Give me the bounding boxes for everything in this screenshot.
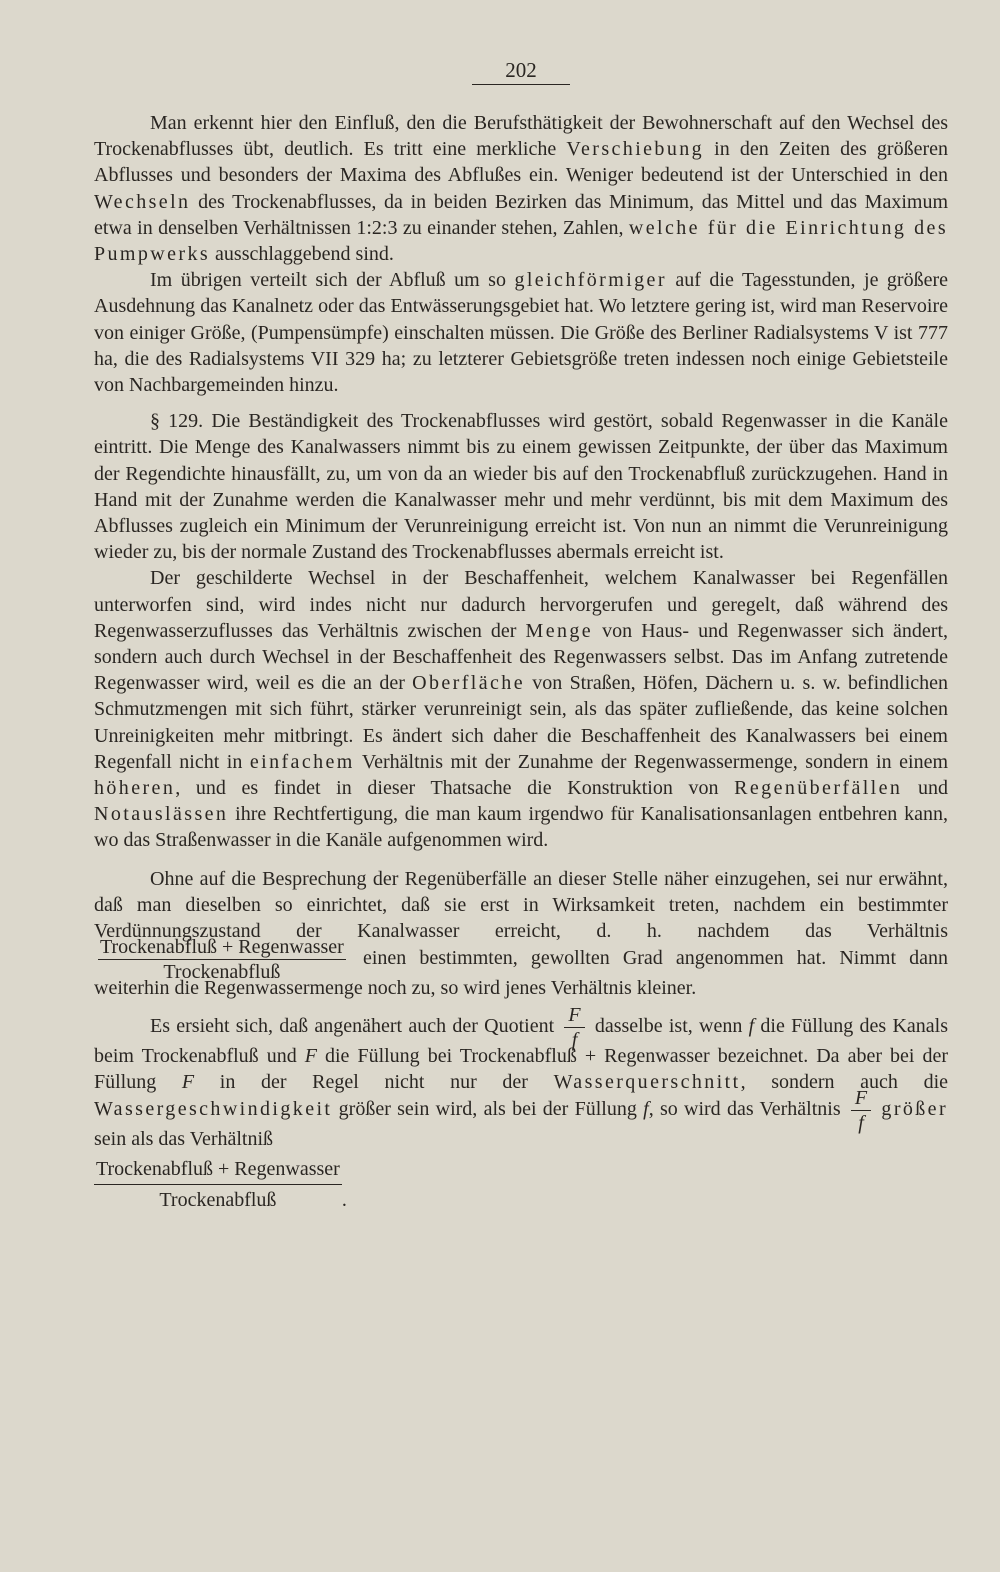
emphasis-span: Wechseln: [94, 190, 191, 213]
math-variable: f: [643, 1098, 649, 1120]
text-span: Man erkennt hier den Einfluß, den die Berufsthätigkeit der Bewohnerschaft auf den Wechsel des Trockenabflusses übt, deutlich. Es tritt eine merkliche: [94, 112, 948, 161]
paragraph-2: [94, 267, 948, 398]
text-span: auf die Tagesstunden, je größere Ausdehnung das Kanalnetz oder das Entwässerungsgebiet hat. Wo letztere gering ist, wird man Reservoire von einiger Größe, (Pumpensümpfe) einschalten müssen. Die Größe des Berliner Radialsystems V ist 777 ha, die des Radialsystems VII 329 ha; zu letzterer Gebietsgröße treten indessen noch einige Gebietsteile von Nachbargemeinden hinzu.: [94, 269, 948, 397]
text-span: ihre Rechtfertigung, die man kaum irgendwo für Kanalisationsanlagen entbehren kann, wo das Straßenwasser in die Kanäle aufgenommen wird.: [94, 803, 948, 852]
text-span: von Straßen, Höfen, Dächern u. s. w. befindlichen Schmutzmengen mit sich führt, stärker verunreinigt sein, als das später zufließende, das keine solchen Unreinigkeiten mehr mitbringt. Es ändert sich daher die Beschaffenheit des Kanalwassers bei einem Regenfall nicht in: [94, 672, 948, 773]
text-span: in den Zeiten des größeren Abflusses und besonders der Maxima des Abflußes ein. Weniger bedeutend ist der Unterschied in den: [94, 138, 948, 187]
paragraph-1: [94, 110, 948, 267]
text-span: die Füllung bei Trockenabfluß + Regenwasser bezeichnet. Da aber bei der Füllung: [94, 1044, 949, 1093]
emphasis-span: Menge: [525, 619, 594, 642]
emphasis-span: Wassergeschwindigkeit: [94, 1098, 333, 1120]
fraction-denominator: Trockenabfluß: [163, 961, 281, 984]
emphasis-span: welche für die Einrichtung des Pumpwerks: [94, 216, 949, 266]
text-span: , so wird das Verhältnis: [648, 1098, 841, 1120]
text-span: des Trockenabflusses, da in beiden Bezirken das Minimum, das Mittel und das Maximum etwa in denselben Verhältnissen 1:2:3 zu einander stehen, Zahlen,: [94, 190, 948, 239]
fraction-denominator: f: [858, 1111, 864, 1134]
text-span: Verhältnis mit der Zunahme der Regenwassermenge, sondern in einem: [354, 750, 949, 773]
paragraph-4: [94, 565, 948, 853]
text-span: sein als das Verhältniß: [94, 1127, 274, 1150]
emphasis-span: Verschiebung: [566, 138, 705, 161]
math-variable: F: [181, 1070, 195, 1093]
emphasis-span: Wasserquerschnitt: [553, 1070, 741, 1093]
fraction-denominator: f: [571, 1028, 578, 1051]
quotient-fraction: [564, 1004, 584, 1051]
text-span: in der Regel nicht nur der: [219, 1070, 528, 1093]
paragraph-section-129: § 129. Die Beständigkeit des Trockenabflusses wird gestört, sobald Regenwasser in die Kanäle eintritt. Die Menge des Kanalwassers nimmt bis zu einem gewissen Zeitpunkte, der über das Maximum der Regendichte hinausfällt, zu, um von da an wieder bis auf den Trockenabfluß zurückzugehen. Hand in Hand mit der Zunahme werden die Kanalwasser mehr und mehr verdünnt, bis mit dem Maximum des Abflusses zugleich ein Minimum der Verunreinigung erreicht ist. Von nun an nimmt die Verunreinigung wieder zu, bis der normale Zustand des Trockenabflusses abermals erreicht ist.: [94, 410, 948, 564]
fraction-numerator: Trockenabfluß + Regenwasser: [100, 936, 344, 959]
text-span: von Haus- und Regenwasser sich ändert, sondern auch durch Wechsel in der Beschaffenheit des Regenwassers selbst. Das im Anfang zutretende Regenwasser wird, weil es die an der: [94, 619, 948, 695]
fraction-denominator: Trockenabfluß: [159, 1189, 277, 1212]
text-span: dasselbe ist, wenn: [594, 1014, 743, 1037]
text-span: Im übrigen verteilt sich der Abfluß um so: [150, 269, 515, 292]
text-span: größer sein wird, als bei der Füllung: [338, 1098, 637, 1120]
text-span: Es ersieht sich, daß angenähert auch der Quotient: [150, 1014, 555, 1037]
math-variable: f: [748, 1014, 755, 1037]
fraction-numerator: F: [851, 1087, 871, 1111]
fraction-numerator: Trockenabfluß + Regenwasser: [94, 1156, 342, 1185]
body-text: [94, 110, 948, 1214]
emphasis-span: höheren: [94, 777, 176, 800]
page-number: 202: [472, 58, 570, 85]
emphasis-span: gleichförmiger: [514, 269, 667, 292]
emphasis-span: größer: [881, 1098, 949, 1120]
paragraph-5: [94, 866, 948, 1002]
fraction-numerator: F: [564, 1004, 584, 1028]
text-span: Ohne auf die Besprechung der Regenüberfälle an dieser Stelle näher einzugehen, sei nur erwähnt, daß man dieselben so einrichtet, daß sie erst in Wirksamkeit treten, nachdem ein bestimmter Verdünnungszustand der Kanalwasser erreicht, d. h. nachdem das Verhältnis: [94, 867, 948, 943]
final-period: .: [341, 1189, 347, 1212]
emphasis-span: Notauslässen: [94, 803, 229, 826]
math-variable: F: [304, 1044, 317, 1067]
final-ratio-fraction: [94, 1156, 342, 1213]
emphasis-span: Oberfläche: [412, 672, 525, 695]
text-span: , und es findet in dieser Thatsache die Konstruktion von: [175, 777, 735, 800]
text-span: , sondern auch die: [740, 1070, 949, 1093]
quotient-fraction-2: [851, 1087, 871, 1134]
emphasis-span: einfachem: [249, 750, 355, 773]
text-span: Der geschilderte Wechsel in der Beschaffenheit, welchem Kanalwasser bei Regenfällen unterworfen sind, wird indes nicht nur dadurch hervorgerufen und geregelt, daß während des Regenwasserzuflusses das Verhältnis zwischen der: [94, 567, 948, 642]
paragraph-6: [94, 1003, 949, 1153]
text-span: die Füllung des Kanals beim Trockenabfluß und: [94, 1014, 948, 1067]
emphasis-span: Regenüberfällen: [734, 777, 903, 800]
text-span: einen bestimmten, gewollten Grad angenommen hat. Nimmt dann weiterhin die Regenwassermenge noch zu, so wird jenes Verhältnis kleiner.: [94, 947, 949, 1000]
text-span: und: [902, 777, 948, 800]
text-span: ausschlaggebend sind.: [210, 243, 394, 266]
